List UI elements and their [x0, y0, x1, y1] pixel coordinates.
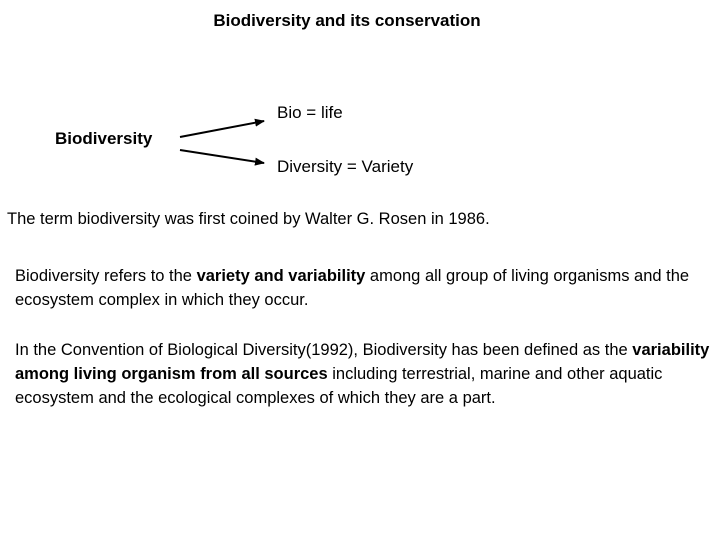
diagram-root-label: Biodiversity [55, 129, 153, 148]
paragraph-convention [15, 338, 715, 410]
branch-diversity-variety: Diversity = Variety [277, 157, 414, 176]
paragraph-definition [15, 264, 715, 312]
text-run: Biodiversity refers to the [15, 267, 197, 285]
arrow-to-bio-life [180, 121, 264, 137]
text-run: including terrestrial, marine and other aquatic ecosystem and the ecological complexes of which they are a part. [15, 365, 663, 407]
arrow-to-diversity-variety [180, 150, 264, 163]
branch-bio-life: Bio = life [277, 103, 343, 122]
page-title: Biodiversity and its conservation [213, 11, 481, 30]
emphasis-text: variety and variability [196, 267, 366, 285]
text-run: In the Convention of Biological Diversity(1992), Biodiversity has been defined as the [15, 341, 633, 359]
paragraph-coined: The term biodiversity was first coined by Walter G. Rosen in 1986. [7, 210, 490, 228]
emphasis-text: variability among living organism from all sources [15, 341, 710, 383]
text-run: among all group of living organisms and the ecosystem complex in which they occur. [15, 267, 690, 309]
